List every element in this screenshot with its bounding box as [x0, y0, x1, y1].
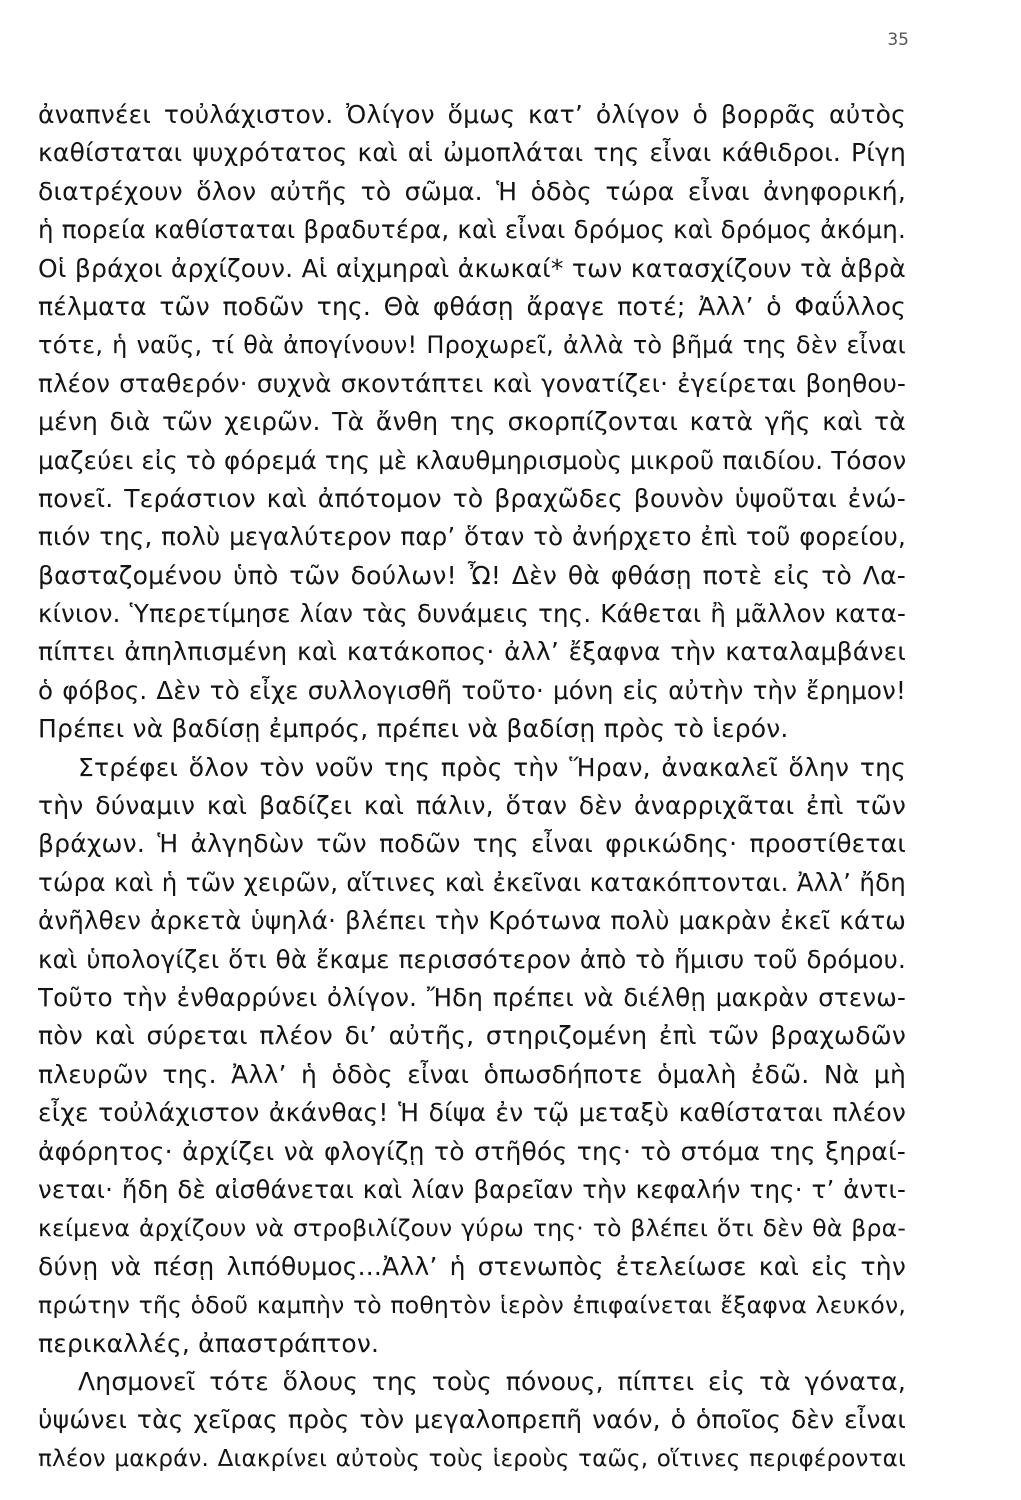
text-line: Λησμονεῖ τότε ὅλους της τοὺς πόνους, πίπτει εἰς τὰ γόνατα, — [78, 1366, 906, 1396]
text-line: τὴν δύναμιν καὶ βαδίζει καὶ πάλιν, ὅταν δὲν ἀναρριχᾶται ἐπὶ τῶν — [38, 791, 906, 821]
text-line: πέλματα τῶν ποδῶν της. Θὰ φθάσῃ ἄραγε ποτέ; Ἀλλ’ ὁ Φαΰλλος — [38, 291, 906, 321]
text-line: πρώτην τῆς ὁδοῦ καμπὴν τὸ ποθητὸν ἱερὸν ἐπιφαίνεται ἔξαφνα λευκόν, — [38, 1291, 906, 1320]
text-line: πιόν της, πολὺ μεγαλύτερον παρ’ ὅταν τὸ ἀνήρχετο ἐπὶ τοῦ φορείου, — [38, 522, 906, 552]
text-line: καθίσταται ψυχρότατος καὶ αἱ ὠμοπλάται της εἶναι κάθιδροι. Ρίγη — [38, 138, 906, 168]
paragraph-1 — [38, 96, 906, 749]
text-line: δύνῃ νὰ πέσῃ λιπόθυμος...Ἀλλ’ ἡ στενωπὸς ἐτελείωσε καὶ εἰς τὴν — [38, 1251, 906, 1281]
text-line: πίπτει ἀπηλπισμένη καὶ κατάκοπος· ἀλλ’ ἔξαφνα τὴν καταλαμβάνει — [38, 637, 906, 667]
text-line: ὑψώνει τὰς χεῖρας πρὸς τὸν μεγαλοπρεπῆ ναόν, ὁ ὁποῖος δὲν εἶναι — [38, 1405, 906, 1435]
text-line: κείμενα ἀρχίζουν νὰ στροβιλίζουν γύρω της· τὸ βλέπει ὅτι δὲν θὰ βρα- — [38, 1214, 906, 1243]
text-line: πὸν καὶ σύρεται πλέον δι’ αὐτῆς, στηριζομένη ἐπὶ τῶν βραχωδῶν — [38, 1021, 906, 1051]
paragraph-3 — [38, 1363, 906, 1478]
text-line: ἡ πορεία καθίσταται βραδυτέρα, καὶ εἶναι δρόμος καὶ δρόμος ἀκόμη. — [38, 215, 906, 245]
paragraph-2 — [38, 749, 906, 1363]
text-line: πλέον σταθερόν· συχνὰ σκοντάπτει καὶ γονατίζει· ἐγείρεται βοηθου- — [38, 368, 906, 398]
text-line: εἶχε τοὐλάχιστον ἀκάνθας! Ἡ δίψα ἐν τῷ μεταξὺ καθίσταται πλέον — [38, 1098, 906, 1128]
text-line: Τοῦτο τὴν ἐνθαρρύνει ὀλίγον. Ἤδη πρέπει νὰ διέλθῃ μακρὰν στενω- — [38, 982, 906, 1012]
page-number: 35 — [887, 30, 909, 50]
text-line: Στρέφει ὅλον τὸν νοῦν της πρὸς τὴν Ἥραν, ἀνακαλεῖ ὅλην της — [78, 752, 906, 782]
text-line: πλέον μακράν. Διακρίνει αὐτοὺς τοὺς ἱεροὺς ταῶς, οἵτινες περιφέρονται — [38, 1445, 906, 1472]
text-line: ὁ φόβος. Δὲν τὸ εἶχε συλλογισθῆ τοῦτο· μόνη εἰς αὐτὴν τὴν ἔρημον! — [38, 675, 906, 705]
text-line: νεται· ἤδη δὲ αἰσθάνεται καὶ λίαν βαρεῖαν τὴν κεφαλήν της· τ’ ἀντι- — [38, 1174, 906, 1204]
text-line: κίνιον. Ὑπερετίμησε λίαν τὰς δυνάμεις της. Κάθεται ἢ μᾶλλον κατα- — [38, 599, 906, 629]
text-line: περικαλλές, ἀπαστράπτον. — [38, 1328, 380, 1358]
text-line: μαζεύει εἰς τὸ φόρεμά της μὲ κλαυθμηρισμοὺς μικροῦ παιδίου. Τόσον — [38, 445, 906, 475]
text-line: βασταζομένου ὑπὸ τῶν δούλων! Ὦ! Δὲν θὰ φθάσῃ ποτὲ εἰς τὸ Λα- — [38, 560, 906, 590]
text-line: ἀφόρητος· ἀρχίζει νὰ φλογίζῃ τὸ στῆθός της· τὸ στόμα της ξηραί- — [38, 1136, 906, 1166]
text-line: πονεῖ. Τεράστιον καὶ ἀπότομον τὸ βραχῶδες βουνὸν ὑψοῦται ἐνώ- — [38, 483, 906, 513]
text-line: ἀνῆλθεν ἀρκετὰ ὑψηλά· βλέπει τὴν Κρότωνα πολὺ μακρὰν ἐκεῖ κάτω — [38, 906, 906, 936]
text-line: τώρα καὶ ἡ τῶν χειρῶν, αἵτινες καὶ ἐκεῖναι κατακόπτονται. Ἀλλ’ ἤδη — [38, 867, 906, 897]
text-line: τότε, ἡ ναῦς, τί θὰ ἀπογίνουν! Προχωρεῖ, ἀλλὰ τὸ βῆμά της δὲν εἶναι — [38, 331, 906, 360]
text-line: πλευρῶν της. Ἀλλ’ ἡ ὁδὸς εἶναι ὁπωσδήποτε ὁμαλὴ ἐδῶ. Νὰ μὴ — [38, 1059, 906, 1089]
text-line: Οἱ βράχοι ἀρχίζουν. Αἱ αἰχμηραὶ ἀκωκαί* των κατασχίζουν τὰ ἁβρὰ — [38, 253, 906, 283]
body-text — [38, 96, 906, 1478]
text-line: ἀναπνέει τοὐλάχιστον. Ὀλίγον ὅμως κατ’ ὀλίγον ὁ βορρᾶς αὐτὸς — [38, 100, 906, 129]
text-line: καὶ ὑπολογίζει ὅτι θὰ ἔκαμε περισσότερον ἀπὸ τὸ ἥμισυ τοῦ δρόμου. — [38, 944, 906, 974]
text-line: διατρέχουν ὅλον αὐτῆς τὸ σῶμα. Ἡ ὁδὸς τώρα εἶναι ἀνηφορική, — [38, 176, 906, 206]
text-line: Πρέπει νὰ βαδίσῃ ἐμπρός, πρέπει νὰ βαδίσῃ πρὸς τὸ ἱερόν. — [38, 714, 789, 744]
text-line: μένη διὰ τῶν χειρῶν. Τὰ ἄνθη της σκορπίζονται κατὰ γῆς καὶ τὰ — [38, 407, 906, 437]
text-line: βράχων. Ἡ ἀλγηδὼν τῶν ποδῶν της εἶναι φρικώδης· προστίθεται — [38, 829, 906, 859]
